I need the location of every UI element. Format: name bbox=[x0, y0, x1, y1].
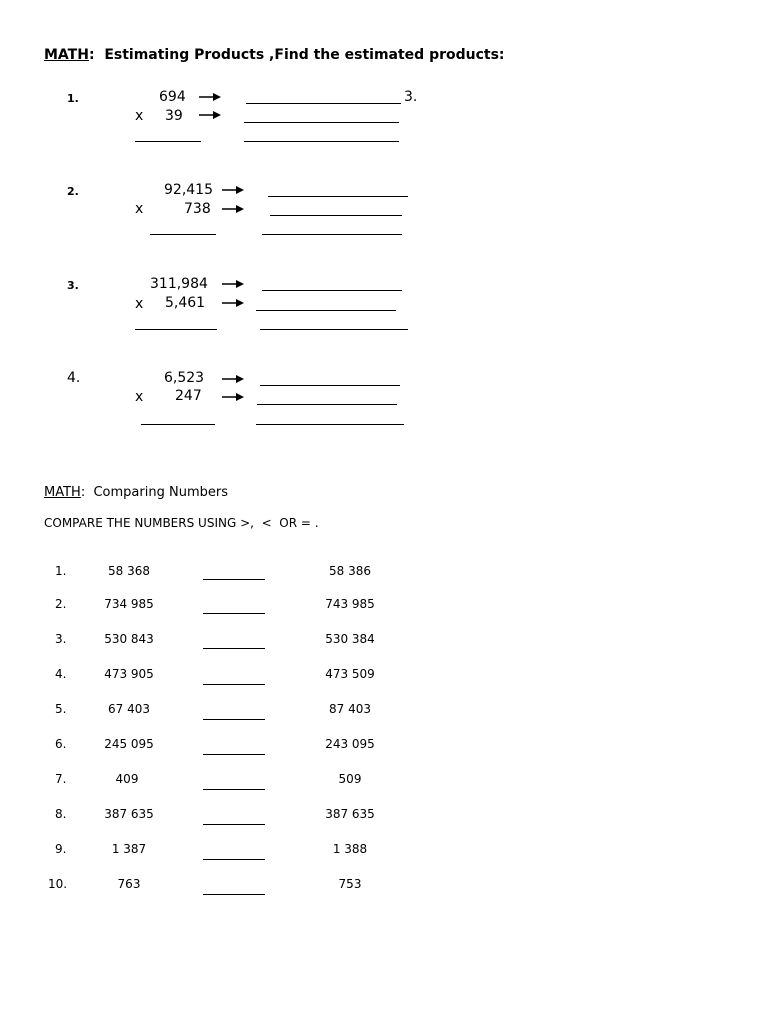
product-line bbox=[135, 329, 217, 330]
answer-line[interactable] bbox=[244, 141, 399, 142]
answer-blank[interactable] bbox=[203, 859, 265, 860]
answer-line[interactable] bbox=[256, 310, 396, 311]
left-number: 530 843 bbox=[104, 632, 154, 646]
right-number: 530 384 bbox=[325, 632, 375, 646]
right-number: 743 985 bbox=[325, 597, 375, 611]
answer-line[interactable] bbox=[260, 385, 400, 386]
problem-number: 1. bbox=[67, 92, 79, 105]
product-line bbox=[141, 424, 215, 425]
left-number: 409 bbox=[115, 772, 139, 786]
right-number: 387 635 bbox=[325, 807, 375, 821]
left-number: 473 905 bbox=[104, 667, 154, 681]
row-number: 1. bbox=[55, 564, 67, 578]
problem-number: 3. bbox=[67, 279, 79, 292]
section2-title: Comparing Numbers bbox=[93, 485, 228, 500]
arrow-icon bbox=[199, 110, 221, 120]
section1-colon: : bbox=[88, 47, 95, 63]
answer-blank[interactable] bbox=[203, 579, 265, 580]
problem-number: 4. bbox=[67, 370, 81, 386]
answer-line[interactable] bbox=[260, 329, 408, 330]
row-number: 6. bbox=[55, 737, 67, 751]
left-number: 387 635 bbox=[104, 807, 154, 821]
section2-colon: : bbox=[80, 485, 86, 500]
row-number: 5. bbox=[55, 702, 67, 716]
section1-heading bbox=[44, 47, 505, 63]
answer-blank[interactable] bbox=[203, 754, 265, 755]
answer-line[interactable] bbox=[244, 122, 399, 123]
answer-line[interactable] bbox=[256, 424, 404, 425]
problem-bottom-value: 738 bbox=[184, 201, 211, 217]
left-number: 763 bbox=[117, 877, 141, 891]
section1-title: Estimating Products ,Find the estimated products: bbox=[104, 47, 505, 63]
answer-line[interactable] bbox=[268, 196, 408, 197]
problem-top-value: 6,523 bbox=[164, 370, 205, 386]
left-number: 1 387 bbox=[111, 842, 147, 856]
answer-line[interactable] bbox=[257, 404, 397, 405]
arrow-icon bbox=[222, 392, 244, 402]
multiply-sign: x bbox=[135, 296, 144, 312]
row-number: 3. bbox=[55, 632, 67, 646]
left-number: 734 985 bbox=[104, 597, 154, 611]
answer-line[interactable] bbox=[262, 290, 402, 291]
row-number: 2. bbox=[55, 597, 67, 611]
problem-bottom-value: 5,461 bbox=[165, 295, 206, 311]
multiply-sign: x bbox=[135, 108, 144, 124]
multiply-sign: x bbox=[135, 201, 144, 217]
problem-top-value: 92,415 bbox=[164, 182, 213, 198]
section2-instruction: COMPARE THE NUMBERS USING >, < OR = . bbox=[44, 516, 319, 530]
section2-subject: MATH bbox=[44, 485, 81, 500]
section2-heading bbox=[44, 485, 228, 500]
multiply-sign: x bbox=[135, 389, 144, 405]
arrow-icon bbox=[222, 204, 244, 214]
right-number: 753 bbox=[338, 877, 362, 891]
arrow-icon bbox=[199, 92, 221, 102]
right-number: 87 403 bbox=[329, 702, 371, 716]
arrow-icon bbox=[222, 374, 244, 384]
problem-top-value: 694 bbox=[159, 89, 186, 105]
row-number: 7. bbox=[55, 772, 67, 786]
row-number: 10. bbox=[48, 877, 68, 891]
row-number: 9. bbox=[55, 842, 67, 856]
arrow-icon bbox=[222, 185, 244, 195]
answer-blank[interactable] bbox=[203, 684, 265, 685]
right-number: 473 509 bbox=[325, 667, 375, 681]
problem-number: 2. bbox=[67, 185, 79, 198]
arrow-icon bbox=[222, 298, 244, 308]
answer-line[interactable] bbox=[262, 234, 402, 235]
product-line bbox=[135, 141, 201, 142]
product-line bbox=[150, 234, 216, 235]
row-number: 4. bbox=[55, 667, 67, 681]
left-number: 58 368 bbox=[108, 564, 150, 578]
arrow-icon bbox=[222, 279, 244, 289]
right-number: 509 bbox=[338, 772, 362, 786]
answer-blank[interactable] bbox=[203, 613, 265, 614]
left-number: 67 403 bbox=[108, 702, 150, 716]
answer-blank[interactable] bbox=[203, 894, 265, 895]
right-number: 243 095 bbox=[325, 737, 375, 751]
answer-line[interactable] bbox=[246, 103, 401, 104]
answer-blank[interactable] bbox=[203, 824, 265, 825]
problem-bottom-value: 247 bbox=[175, 388, 202, 404]
right-number: 58 386 bbox=[329, 564, 371, 578]
row-number: 8. bbox=[55, 807, 67, 821]
answer-blank[interactable] bbox=[203, 789, 265, 790]
answer-line[interactable] bbox=[270, 215, 402, 216]
answer-blank[interactable] bbox=[203, 648, 265, 649]
right-number: 1 388 bbox=[332, 842, 368, 856]
problem-top-value: 311,984 bbox=[150, 276, 208, 292]
answer-blank[interactable] bbox=[203, 719, 265, 720]
left-number: 245 095 bbox=[104, 737, 154, 751]
problem-bottom-value: 39 bbox=[165, 108, 183, 124]
section1-subject: MATH bbox=[44, 47, 89, 63]
stray-label: 3. bbox=[404, 89, 418, 105]
